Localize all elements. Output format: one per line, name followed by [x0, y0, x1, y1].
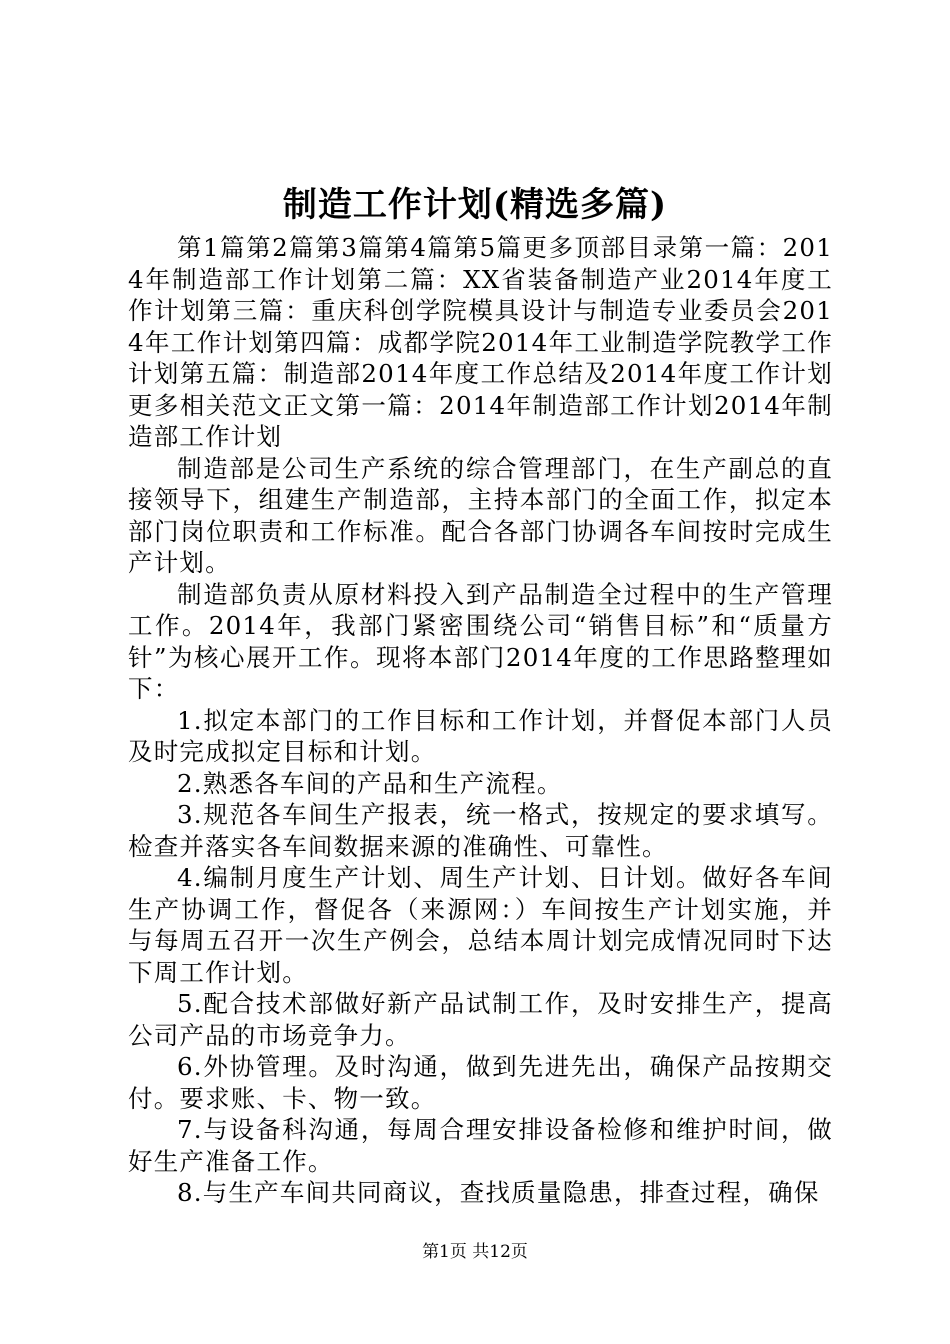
list-item-5: 5.配合技术部做好新产品试制工作，及时安排生产，提高公司产品的市场竞争力。 [128, 989, 833, 1050]
paragraph-responsibility: 制造部负责从原材料投入到产品制造全过程中的生产管理工作。2014年，我部门紧密围绕公司“销售目标”和“质量方针”为核心展开工作。现将本部门2014年度的工作思路整理如下： [128, 579, 833, 703]
list-item-1: 1.拟定本部门的工作目标和工作计划，并督促本部门人员及时完成拟定目标和计划。 [128, 705, 833, 766]
document-body [128, 232, 833, 1209]
list-item-6: 6.外协管理。及时沟通，做到先进先出，确保产品按期交付。要求账、卡、物一致。 [128, 1052, 833, 1113]
paragraph-department-intro: 制造部是公司生产系统的综合管理部门，在生产副总的直接领导下，组建生产制造部，主持本部门的全面工作，拟定本部门岗位职责和工作标准。配合各部门协调各车间按时完成生产计划。 [128, 453, 833, 577]
list-item-7: 7.与设备科沟通，每周合理安排设备检修和维护时间，做好生产准备工作。 [128, 1115, 833, 1176]
list-item-4: 4.编制月度生产计划、周生产计划、日计划。做好各车间生产协调工作，督促各（来源网：）车间按生产计划实施，并与每周五召开一次生产例会，总结本周计划完成情况同时下达下周工作计划。 [128, 863, 833, 987]
page-number-footer: 第1页 共12页 [422, 1242, 528, 1262]
list-item-2: 2.熟悉各车间的产品和生产流程。 [177, 768, 563, 798]
paragraph-table-of-contents: 第1篇第2篇第3篇第4篇第5篇更多顶部目录第一篇：2014年制造部工作计划第二篇：XX省装备制造产业2014年度工作计划第三篇：重庆科创学院模具设计与制造专业委员会2014年工作计划第四篇：成都学院2014年工业制造学院教学工作计划第五篇：制造部2014年度工作总结及2014年度工作计划更多相关范文正文第一篇：2014年制造部工作计划2014年制造部工作计划 [128, 233, 833, 451]
list-item-3: 3.规范各车间生产报表，统一格式，按规定的要求填写。检查并落实各车间数据来源的准确性、可靠性。 [128, 800, 833, 861]
list-item-8: 8.与生产车间共同商议，查找质量隐患，排查过程，确保 [177, 1178, 820, 1207]
document-title: 制造工作计划(精选多篇) [282, 185, 668, 225]
